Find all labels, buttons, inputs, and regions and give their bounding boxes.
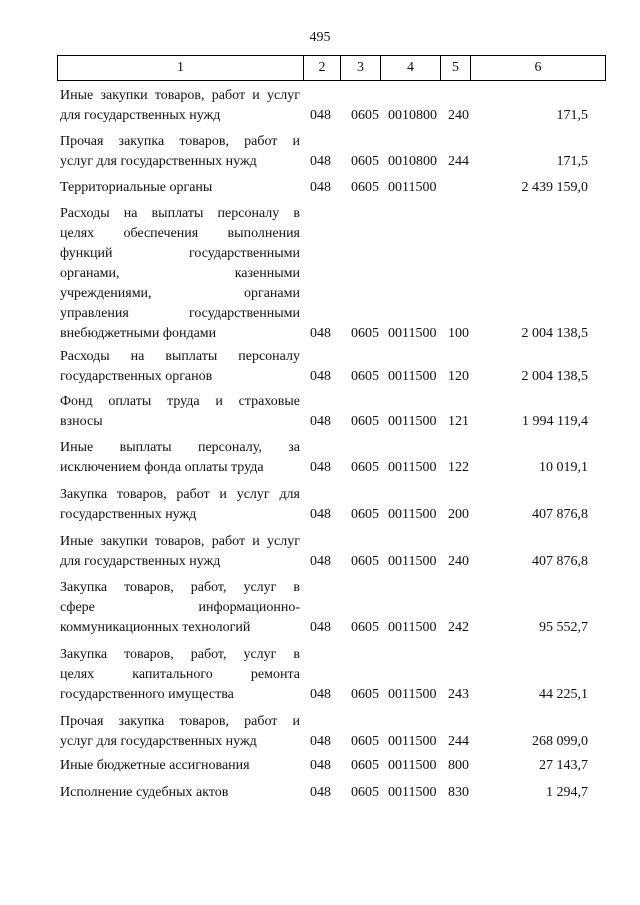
- row-description: [60, 485, 300, 525]
- row-description-line: Расходы на выплаты персоналу: [60, 349, 300, 364]
- cell-c3: 0605: [351, 554, 379, 569]
- row-description: [60, 132, 300, 172]
- table-row: [57, 347, 605, 387]
- column-header-table: [57, 55, 606, 81]
- cell-c6: 44 225,1: [539, 687, 588, 702]
- cell-c4: 0011500: [388, 734, 437, 749]
- cell-c4: 0011500: [388, 507, 437, 522]
- row-description: [60, 178, 300, 198]
- row-description: [60, 712, 300, 752]
- table-row: [57, 532, 605, 572]
- row-description: [60, 438, 300, 478]
- cell-c3: 0605: [351, 369, 379, 384]
- cell-c4: 0011500: [388, 687, 437, 702]
- row-description-line: Фонд оплаты труда и страховые: [60, 394, 300, 409]
- cell-c3: 0605: [351, 460, 379, 475]
- table-row: [57, 392, 605, 432]
- cell-c5: 242: [448, 620, 469, 635]
- row-description-line: Закупка товаров, работ и услуг для: [60, 487, 300, 502]
- row-description-line: для государственных нужд: [60, 554, 221, 569]
- row-description: [60, 756, 300, 776]
- cell-c6: 95 552,7: [539, 620, 588, 635]
- cell-c2: 048: [310, 180, 331, 195]
- cell-c6: 10 019,1: [539, 460, 588, 475]
- cell-c5: 122: [448, 460, 469, 475]
- row-description-line: государственных органов: [60, 369, 213, 384]
- row-description-line: учреждениями, органами: [60, 286, 300, 301]
- table-row: [57, 783, 605, 803]
- row-description-line: Территориальные органы: [60, 180, 213, 195]
- column-header-4: 4: [381, 56, 441, 81]
- cell-c3: 0605: [351, 734, 379, 749]
- row-description-line: государственного имущества: [60, 687, 234, 702]
- cell-c4: 0011500: [388, 414, 437, 429]
- cell-c2: 048: [310, 108, 331, 123]
- cell-c2: 048: [310, 369, 331, 384]
- row-description-line: исключением фонда оплаты труда: [60, 460, 264, 475]
- row-description-line: взносы: [60, 414, 103, 429]
- row-description-line: услуг для государственных нужд: [60, 734, 257, 749]
- cell-c5: 200: [448, 507, 469, 522]
- cell-c2: 048: [310, 326, 331, 341]
- cell-c2: 048: [310, 154, 331, 169]
- cell-c2: 048: [310, 758, 331, 773]
- cell-c2: 048: [310, 687, 331, 702]
- cell-c6: 27 143,7: [539, 758, 588, 773]
- row-description-line: целях капитального ремонта: [60, 667, 300, 682]
- row-description: [60, 532, 300, 572]
- cell-c5: 244: [448, 154, 469, 169]
- table-row: [57, 132, 605, 172]
- column-header-row: [58, 56, 606, 81]
- cell-c6: 1 994 119,4: [522, 414, 588, 429]
- cell-c5: 240: [448, 108, 469, 123]
- row-description-line: Расходы на выплаты персоналу в: [60, 206, 300, 221]
- cell-c3: 0605: [351, 758, 379, 773]
- cell-c2: 048: [310, 507, 331, 522]
- row-description-line: Закупка товаров, работ, услуг в: [60, 647, 300, 662]
- row-description: [60, 392, 300, 432]
- row-description: [60, 645, 300, 705]
- cell-c4: 0011500: [388, 758, 437, 773]
- table-row: [57, 578, 605, 638]
- cell-c6: 171,5: [556, 108, 588, 123]
- row-description-line: Иные выплаты персоналу, за: [60, 440, 300, 455]
- cell-c3: 0605: [351, 154, 379, 169]
- row-description-line: сфере информационно-: [60, 600, 300, 615]
- cell-c5: 100: [448, 326, 469, 341]
- cell-c6: 268 099,0: [532, 734, 588, 749]
- cell-c4: 0011500: [388, 369, 437, 384]
- page-number: 495: [309, 30, 331, 45]
- cell-c3: 0605: [351, 620, 379, 635]
- column-header-3: 3: [341, 56, 381, 81]
- cell-c4: 0011500: [388, 554, 437, 569]
- column-header-5: 5: [441, 56, 471, 81]
- cell-c4: 0010800: [388, 154, 437, 169]
- row-description-line: Исполнение судебных актов: [60, 785, 229, 800]
- row-description-line: Иные закупки товаров, работ и услуг: [60, 534, 300, 549]
- cell-c4: 0011500: [388, 180, 437, 195]
- column-header-2: 2: [304, 56, 341, 81]
- cell-c3: 0605: [351, 108, 379, 123]
- cell-c5: 240: [448, 554, 469, 569]
- row-description-line: Прочая закупка товаров, работ и: [60, 134, 300, 149]
- table-row: [57, 645, 605, 705]
- row-description: [60, 86, 300, 126]
- table-row: [57, 485, 605, 525]
- row-description: [60, 347, 300, 387]
- cell-c3: 0605: [351, 507, 379, 522]
- table-row: [57, 86, 605, 126]
- row-description-line: внебюджетными фондами: [60, 326, 217, 341]
- cell-c5: 800: [448, 758, 469, 773]
- table-row: [57, 438, 605, 478]
- cell-c4: 0011500: [388, 460, 437, 475]
- cell-c2: 048: [310, 554, 331, 569]
- table-row: [57, 204, 605, 344]
- cell-c2: 048: [310, 785, 331, 800]
- row-description-line: Иные бюджетные ассигнования: [60, 758, 250, 773]
- row-description-line: услуг для государственных нужд: [60, 154, 257, 169]
- row-description-line: для государственных нужд: [60, 108, 221, 123]
- cell-c6: 2 439 159,0: [521, 180, 588, 195]
- cell-c3: 0605: [351, 785, 379, 800]
- cell-c4: 0011500: [388, 620, 437, 635]
- row-description-line: Закупка товаров, работ, услуг в: [60, 580, 300, 595]
- row-description: [60, 578, 300, 638]
- table-row: [57, 712, 605, 752]
- cell-c5: 120: [448, 369, 469, 384]
- cell-c5: 121: [448, 414, 469, 429]
- cell-c4: 0010800: [388, 108, 437, 123]
- row-description-line: Иные закупки товаров, работ и услуг: [60, 88, 300, 103]
- table-row: [57, 756, 605, 776]
- row-description-line: коммуникационных технологий: [60, 620, 251, 635]
- cell-c3: 0605: [351, 326, 379, 341]
- row-description-line: целях обеспечения выполнения: [60, 226, 300, 241]
- cell-c4: 0011500: [388, 785, 437, 800]
- column-header-6: 6: [471, 56, 606, 81]
- cell-c6: 171,5: [556, 154, 588, 169]
- cell-c4: 0011500: [388, 326, 437, 341]
- row-description-line: функций государственными: [60, 246, 300, 261]
- cell-c6: 407 876,8: [532, 507, 588, 522]
- cell-c3: 0605: [351, 180, 379, 195]
- cell-c2: 048: [310, 460, 331, 475]
- cell-c3: 0605: [351, 687, 379, 702]
- column-header-1: 1: [58, 56, 304, 81]
- cell-c5: 244: [448, 734, 469, 749]
- cell-c6: 2 004 138,5: [521, 326, 588, 341]
- cell-c6: 2 004 138,5: [521, 369, 588, 384]
- cell-c6: 1 294,7: [546, 785, 588, 800]
- row-description-line: Прочая закупка товаров, работ и: [60, 714, 300, 729]
- cell-c6: 407 876,8: [532, 554, 588, 569]
- row-description-line: государственных нужд: [60, 507, 197, 522]
- row-description-line: управления государственными: [60, 306, 300, 321]
- table-row: [57, 178, 605, 198]
- row-description: [60, 204, 300, 344]
- row-description-line: органами, казенными: [60, 266, 300, 281]
- row-description: [60, 783, 300, 803]
- cell-c3: 0605: [351, 414, 379, 429]
- cell-c2: 048: [310, 414, 331, 429]
- cell-c5: 243: [448, 687, 469, 702]
- cell-c5: 830: [448, 785, 469, 800]
- cell-c2: 048: [310, 734, 331, 749]
- cell-c2: 048: [310, 620, 331, 635]
